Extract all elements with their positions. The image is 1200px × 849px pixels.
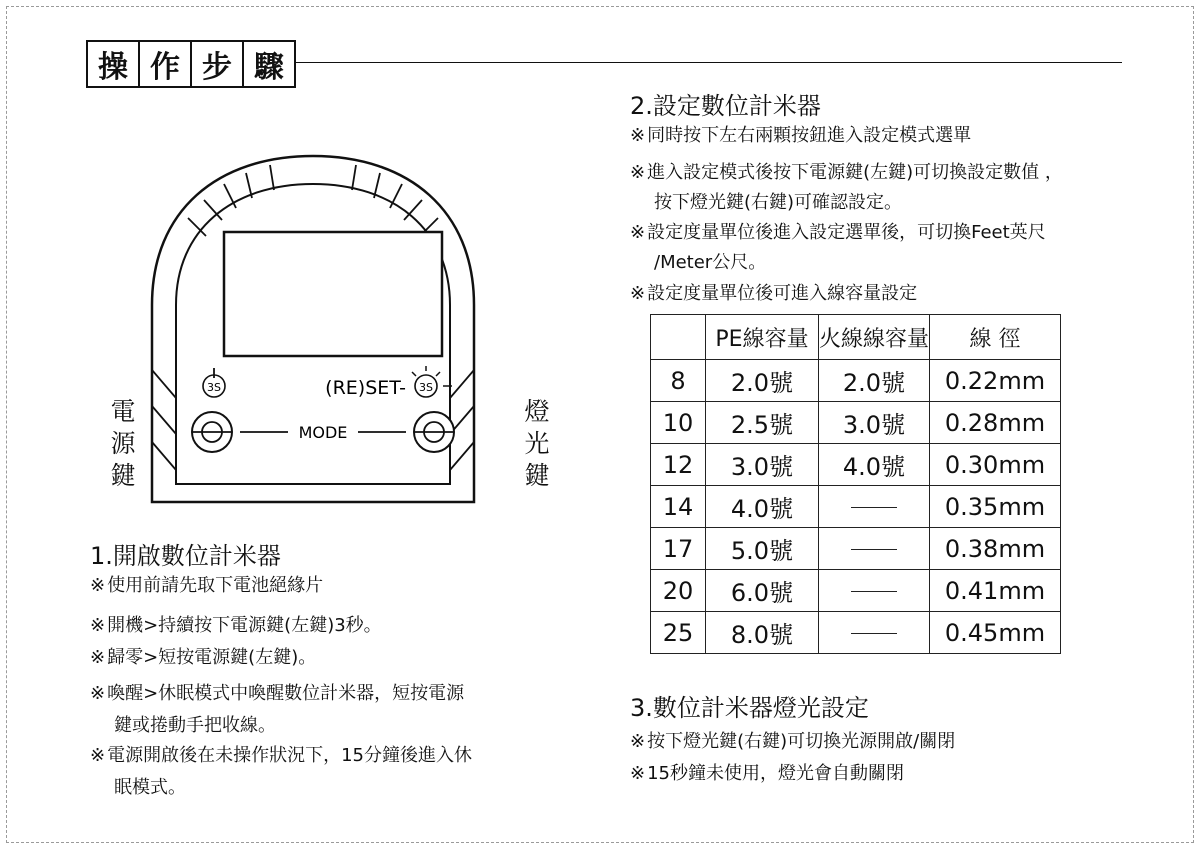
table-cell: 8.0號: [706, 612, 819, 654]
table-cell: 10: [651, 402, 706, 444]
table-cell: 14: [651, 486, 706, 528]
section1-heading: 1.開啟數位計米器: [90, 542, 281, 570]
section1-note: ※ 開機>持續按下電源鍵(左鍵)3秒。: [90, 615, 382, 636]
table-row: [651, 444, 1061, 486]
table-cell: 2.0號: [819, 360, 930, 402]
power-button: [192, 412, 232, 452]
section2-note: ※ 設定度量單位後可進入線容量設定: [630, 283, 918, 304]
table-header: [651, 315, 706, 360]
empty-dash-cell: [819, 528, 930, 570]
section2-note: ※ 同時按下左右兩顆按鈕進入設定模式選單: [630, 125, 972, 146]
table-header: 線 徑: [930, 315, 1061, 360]
table-cell: 3.0號: [819, 402, 930, 444]
table-cell: 4.0號: [819, 444, 930, 486]
section2-note: ※ 設定度量單位後進入設定選單後，可切換Feet英尺 /Meter公尺。: [630, 222, 1046, 273]
table-row: [651, 570, 1061, 612]
table-cell: 0.38mm: [930, 528, 1061, 570]
table-cell: 25: [651, 612, 706, 654]
section3-note: ※ 按下燈光鍵(右鍵)可切換光源開啟/關閉: [630, 731, 956, 752]
title-rule: [296, 62, 1122, 63]
section1-note: ※ 歸零>短按電源鍵(左鍵)。: [90, 647, 317, 668]
table-row: [651, 528, 1061, 570]
line-capacity-table: [650, 314, 1061, 654]
table-cell: 0.41mm: [930, 570, 1061, 612]
table-cell: 20: [651, 570, 706, 612]
table-cell: 0.22mm: [930, 360, 1061, 402]
table-cell: 0.30mm: [930, 444, 1061, 486]
empty-dash-cell: [819, 486, 930, 528]
section1-note: ※ 電源開啟後在未操作狀況下，15分鐘後進入休 眠模式。: [90, 745, 472, 798]
light-key-label: 燈 光 鍵: [524, 397, 550, 490]
table-row: [651, 612, 1061, 654]
title-char: 驟: [242, 40, 296, 88]
table-cell: 0.45mm: [930, 612, 1061, 654]
left-3s-text: 3S: [207, 381, 221, 394]
section2-note: ※ 進入設定模式後按下電源鍵(左鍵)可切換設定數值 ， 按下燈光鍵(右鍵)可確認設定。: [630, 162, 1063, 213]
title-char: 作: [138, 40, 192, 88]
table-cell: 0.28mm: [930, 402, 1061, 444]
empty-dash-cell: [819, 612, 930, 654]
section3-note: ※ 15秒鐘未使用，燈光會自動關閉: [630, 763, 904, 784]
section1-note: ※ 使用前請先取下電池絕緣片: [90, 575, 324, 596]
table-header: 火線線容量: [819, 315, 930, 360]
title-char: 操: [86, 40, 140, 88]
section3-heading: 3.數位計米器燈光設定: [630, 694, 869, 722]
page-title: [86, 40, 294, 88]
reset-label: (RE)SET-: [325, 377, 406, 399]
title-char: 步: [190, 40, 244, 88]
table-row: [651, 486, 1061, 528]
table-cell: 3.0號: [706, 444, 819, 486]
right-3s-text: 3S: [419, 381, 433, 394]
table-cell: 8: [651, 360, 706, 402]
table-cell: 6.0號: [706, 570, 819, 612]
table-cell: 17: [651, 528, 706, 570]
section2-heading: 2.設定數位計米器: [630, 92, 821, 120]
table-cell: 4.0號: [706, 486, 819, 528]
empty-dash-cell: [819, 570, 930, 612]
table-header: PE線容量: [706, 315, 819, 360]
mode-label: MODE: [298, 423, 348, 442]
table-row: [651, 360, 1061, 402]
light-button: [414, 412, 454, 452]
lcd-screen: [224, 232, 442, 356]
table-cell: 0.35mm: [930, 486, 1061, 528]
table-cell: 2.0號: [706, 360, 819, 402]
table-row: [651, 402, 1061, 444]
section1-note: ※ 喚醒>休眠模式中喚醒數位計米器，短按電源 鍵或捲動手把收線。: [90, 683, 465, 736]
table-header-row: [651, 315, 1061, 360]
table-cell: 5.0號: [706, 528, 819, 570]
counter-device-illustration: [108, 140, 518, 510]
table-cell: 2.5號: [706, 402, 819, 444]
table-cell: 12: [651, 444, 706, 486]
power-key-label: 電 源 鍵: [110, 397, 136, 490]
